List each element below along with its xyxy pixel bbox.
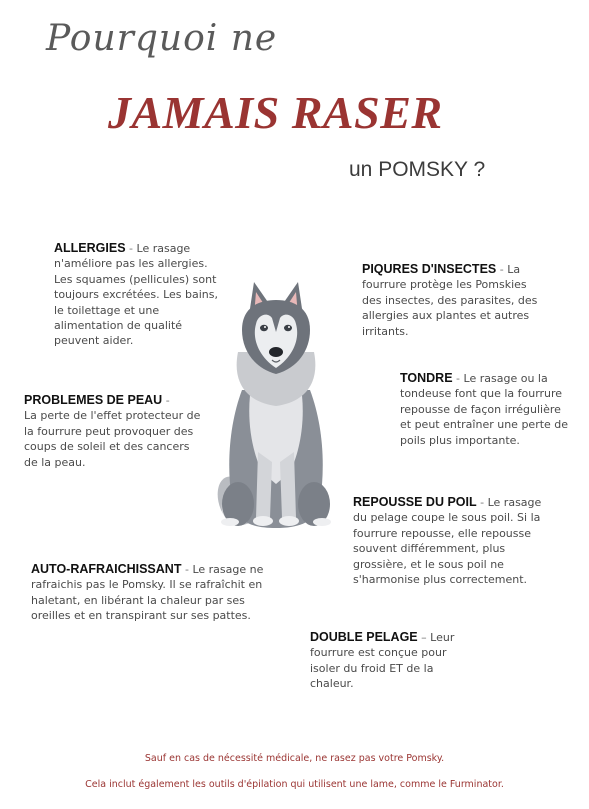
allergies-separator: - — [125, 242, 137, 255]
tondre-separator: - — [452, 372, 464, 385]
repousse-text: Le rasage du pelage coupe le sous poil. Si la fourrure repousse, elle repousse souvent différemment, plus grossière, et le sous poil ne s'harmonise plus correctement. — [353, 496, 542, 587]
double-text: Leur fourrure est conçue pour isoler du froid ET de la chaleur. — [310, 631, 455, 691]
allergies-block — [54, 241, 226, 349]
tondre-text: Le rasage ou la tondeuse font que la fourrure repousse de façon irrégulière et peut entraîner une perte de poils plus importante. — [400, 372, 569, 447]
title-line-1: Pourquoi ne — [46, 18, 278, 59]
peau-text: La perte de l'effet protecteur de la fourrure peut provoquer des coups de soleil et des cancers de la peau. — [24, 409, 201, 469]
footer-note-2: Cela inclut également les outils d'épilation qui utilisent une lame, comme le Furminator. — [85, 779, 504, 790]
double-separator: – — [417, 631, 431, 644]
auto-text: Le rasage ne rafraichis pas le Pomsky. Il se rafraîchit en haletant, en libérant la chaleur par ses oreilles et en transpirant sur ses pattes. — [31, 563, 264, 623]
tondre-block — [400, 371, 572, 448]
title-main: JAMAIS RASER — [108, 87, 443, 138]
auto-block — [31, 562, 276, 624]
piqures-text: La fourrure protège les Pomskies des insectes, des parasites, des allergies aux plantes et autres irritants. — [362, 263, 538, 338]
allergies-heading: ALLERGIES — [54, 241, 126, 255]
repousse-heading: REPOUSSE DU POIL — [353, 495, 477, 509]
repousse-block — [353, 495, 558, 587]
repousse-separator: - — [476, 496, 488, 509]
auto-heading: AUTO-RAFRAICHISSANT — [31, 562, 182, 576]
peau-separator: - — [162, 394, 170, 407]
peau-heading: PROBLEMES DE PEAU — [24, 393, 163, 407]
double-block — [310, 630, 460, 692]
piqures-block — [362, 262, 547, 338]
title-subtitle: un POMSKY ? — [349, 158, 486, 181]
tondre-heading: TONDRE — [400, 371, 453, 385]
allergies-text: Le rasage n'améliore pas les allergies. Les squames (pellicules) sont toujours excrétées. Les bains, le toilettage et une alimentation de qualité peuvent aider. — [54, 242, 218, 348]
peau-block — [24, 393, 204, 470]
auto-separator: - — [181, 563, 193, 576]
husky-illustration — [212, 272, 340, 532]
piqures-separator: - — [496, 263, 508, 276]
footer-note-1: Sauf en cas de nécessité médicale, ne rasez pas votre Pomsky. — [144, 753, 445, 764]
double-heading: DOUBLE PELAGE — [310, 630, 418, 644]
piqures-heading: PIQURES D'INSECTES — [362, 262, 497, 276]
